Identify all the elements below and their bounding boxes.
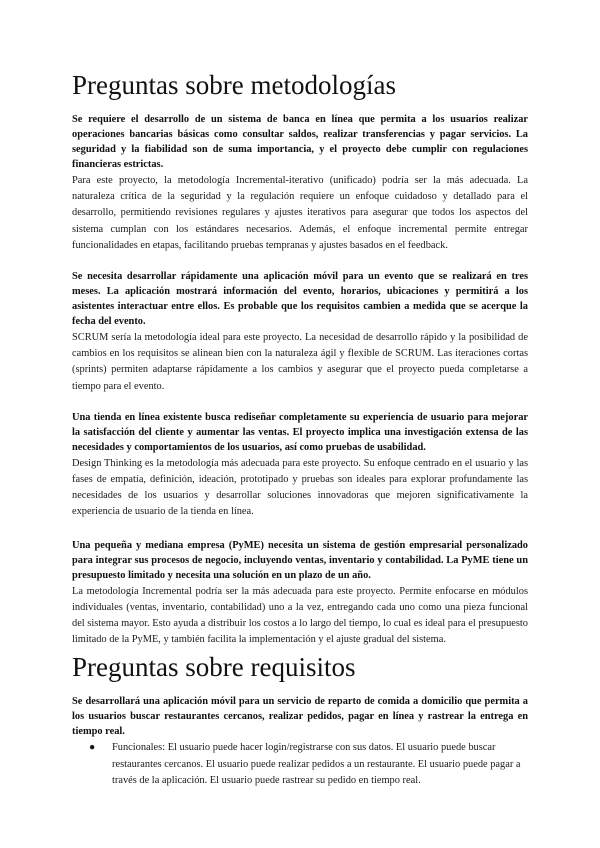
- bullet-icon: ●: [89, 742, 96, 754]
- list-item: [72, 740, 528, 789]
- question-1: Se requiere el desarrollo de un sistema de banca en línea que permita a los usuarios realizar operaciones bancarias básicas como consultar saldos, realizar transferencias y pagar servicios. La seguridad y la fiabilidad son de suma importancia, y el proyecto debe cumplir con regulaciones financieras estrictas.: [72, 114, 528, 170]
- requirements-list: [72, 740, 528, 789]
- answer-3: Design Thinking es la metodología más adecuada para este proyecto. Su enfoque centrado en el usuario y las fases de empatía, definición, ideación, prototipado y pruebas son ideales para explorar profundamente las necesidades de los usuarios y desarrollar soluciones innovadoras que mejoren significativamente la experiencia de usuario de la tienda en línea.: [72, 457, 528, 518]
- answer-1: Para este proyecto, la metodología Incremental-iterativo (unificado) podría ser la más adecuada. La naturaleza crítica de la seguridad y la regulación requiere un enfoque cuidadoso y detallado para el desarrollo, permitiendo revisiones regulares y ajustes iterativos para asegurar que todos los aspectos del sistema cumplan con los estándares necesarios. Además, el enfoque incremental permite entregar funcionalidades en etapas, facilitando pruebas tempranas y ajustes basados en el feedback.: [72, 175, 528, 251]
- question-5: Se desarrollará una aplicación móvil para un servicio de reparto de comida a domicilio que permita a los usuarios buscar restaurantes cercanos, realizar pedidos, pagar en línea y rastrear la entrega en tiempo real.: [72, 696, 528, 738]
- question-2: Se necesita desarrollar rápidamente una aplicación móvil para un evento que se realizará en tres meses. La aplicación mostrará información del evento, horarios, ubicaciones y permitirá a los asistentes interactuar entre ellos. Es probable que los requisitos cambien a medida que se acerque la fecha del evento.: [72, 271, 528, 328]
- list-item-text: Funcionales: El usuario puede hacer login/registrarse con sus datos. El usuario puede buscar restaurantes cercanos. El usuario puede realizar pedidos a un restaurante. El usuario puede pagar a través de la aplicación. El usuario puede rastrear su pedido en tiempo real.: [112, 742, 521, 786]
- answer-2: SCRUM sería la metodología ideal para este proyecto. La necesidad de desarrollo rápido y la posibilidad de cambios en los requisitos se alinean bien con la naturaleza ágil y flexible de SCRUM. Las iteraciones cortas (sprints) permiten adaptarse rápidamente a los cambios y asegurar que el proyecto pueda completarse a tiempo para el evento.: [72, 332, 528, 392]
- document-page: [72, 70, 528, 789]
- answer-4: La metodología Incremental podría ser la más adecuada para este proyecto. Permite enfocarse en módulos individuales (ventas, inventario, contabilidad) uno a la vez, entregando cada uno como una pieza funcional del sistema mayor. Esto ayuda a distribuir los costos a lo largo del tiempo, lo cual es ideal para el presupuesto limitado de la PyME, y también facilita la implementación y el ajuste gradual del sistema.: [72, 585, 528, 646]
- question-4: Una pequeña y mediana empresa (PyME) necesita un sistema de gestión empresarial personalizado para integrar sus procesos de negocio, incluyendo ventas, inventario y contabilidad. La PyME tiene un presupuesto limitado y necesita una solución en un plazo de un año.: [72, 539, 528, 581]
- question-3: Una tienda en línea existente busca rediseñar completamente su experiencia de usuario para mejorar la satisfacción del cliente y aumentar las ventas. El proyecto implica una investigación extensa de las necesidades y comportamientos de los usuarios, así como pruebas de usabilidad.: [72, 411, 528, 453]
- section-heading-methodologies: Preguntas sobre metodologías: [72, 70, 396, 100]
- section-heading-requirements: Preguntas sobre requisitos: [72, 652, 356, 683]
